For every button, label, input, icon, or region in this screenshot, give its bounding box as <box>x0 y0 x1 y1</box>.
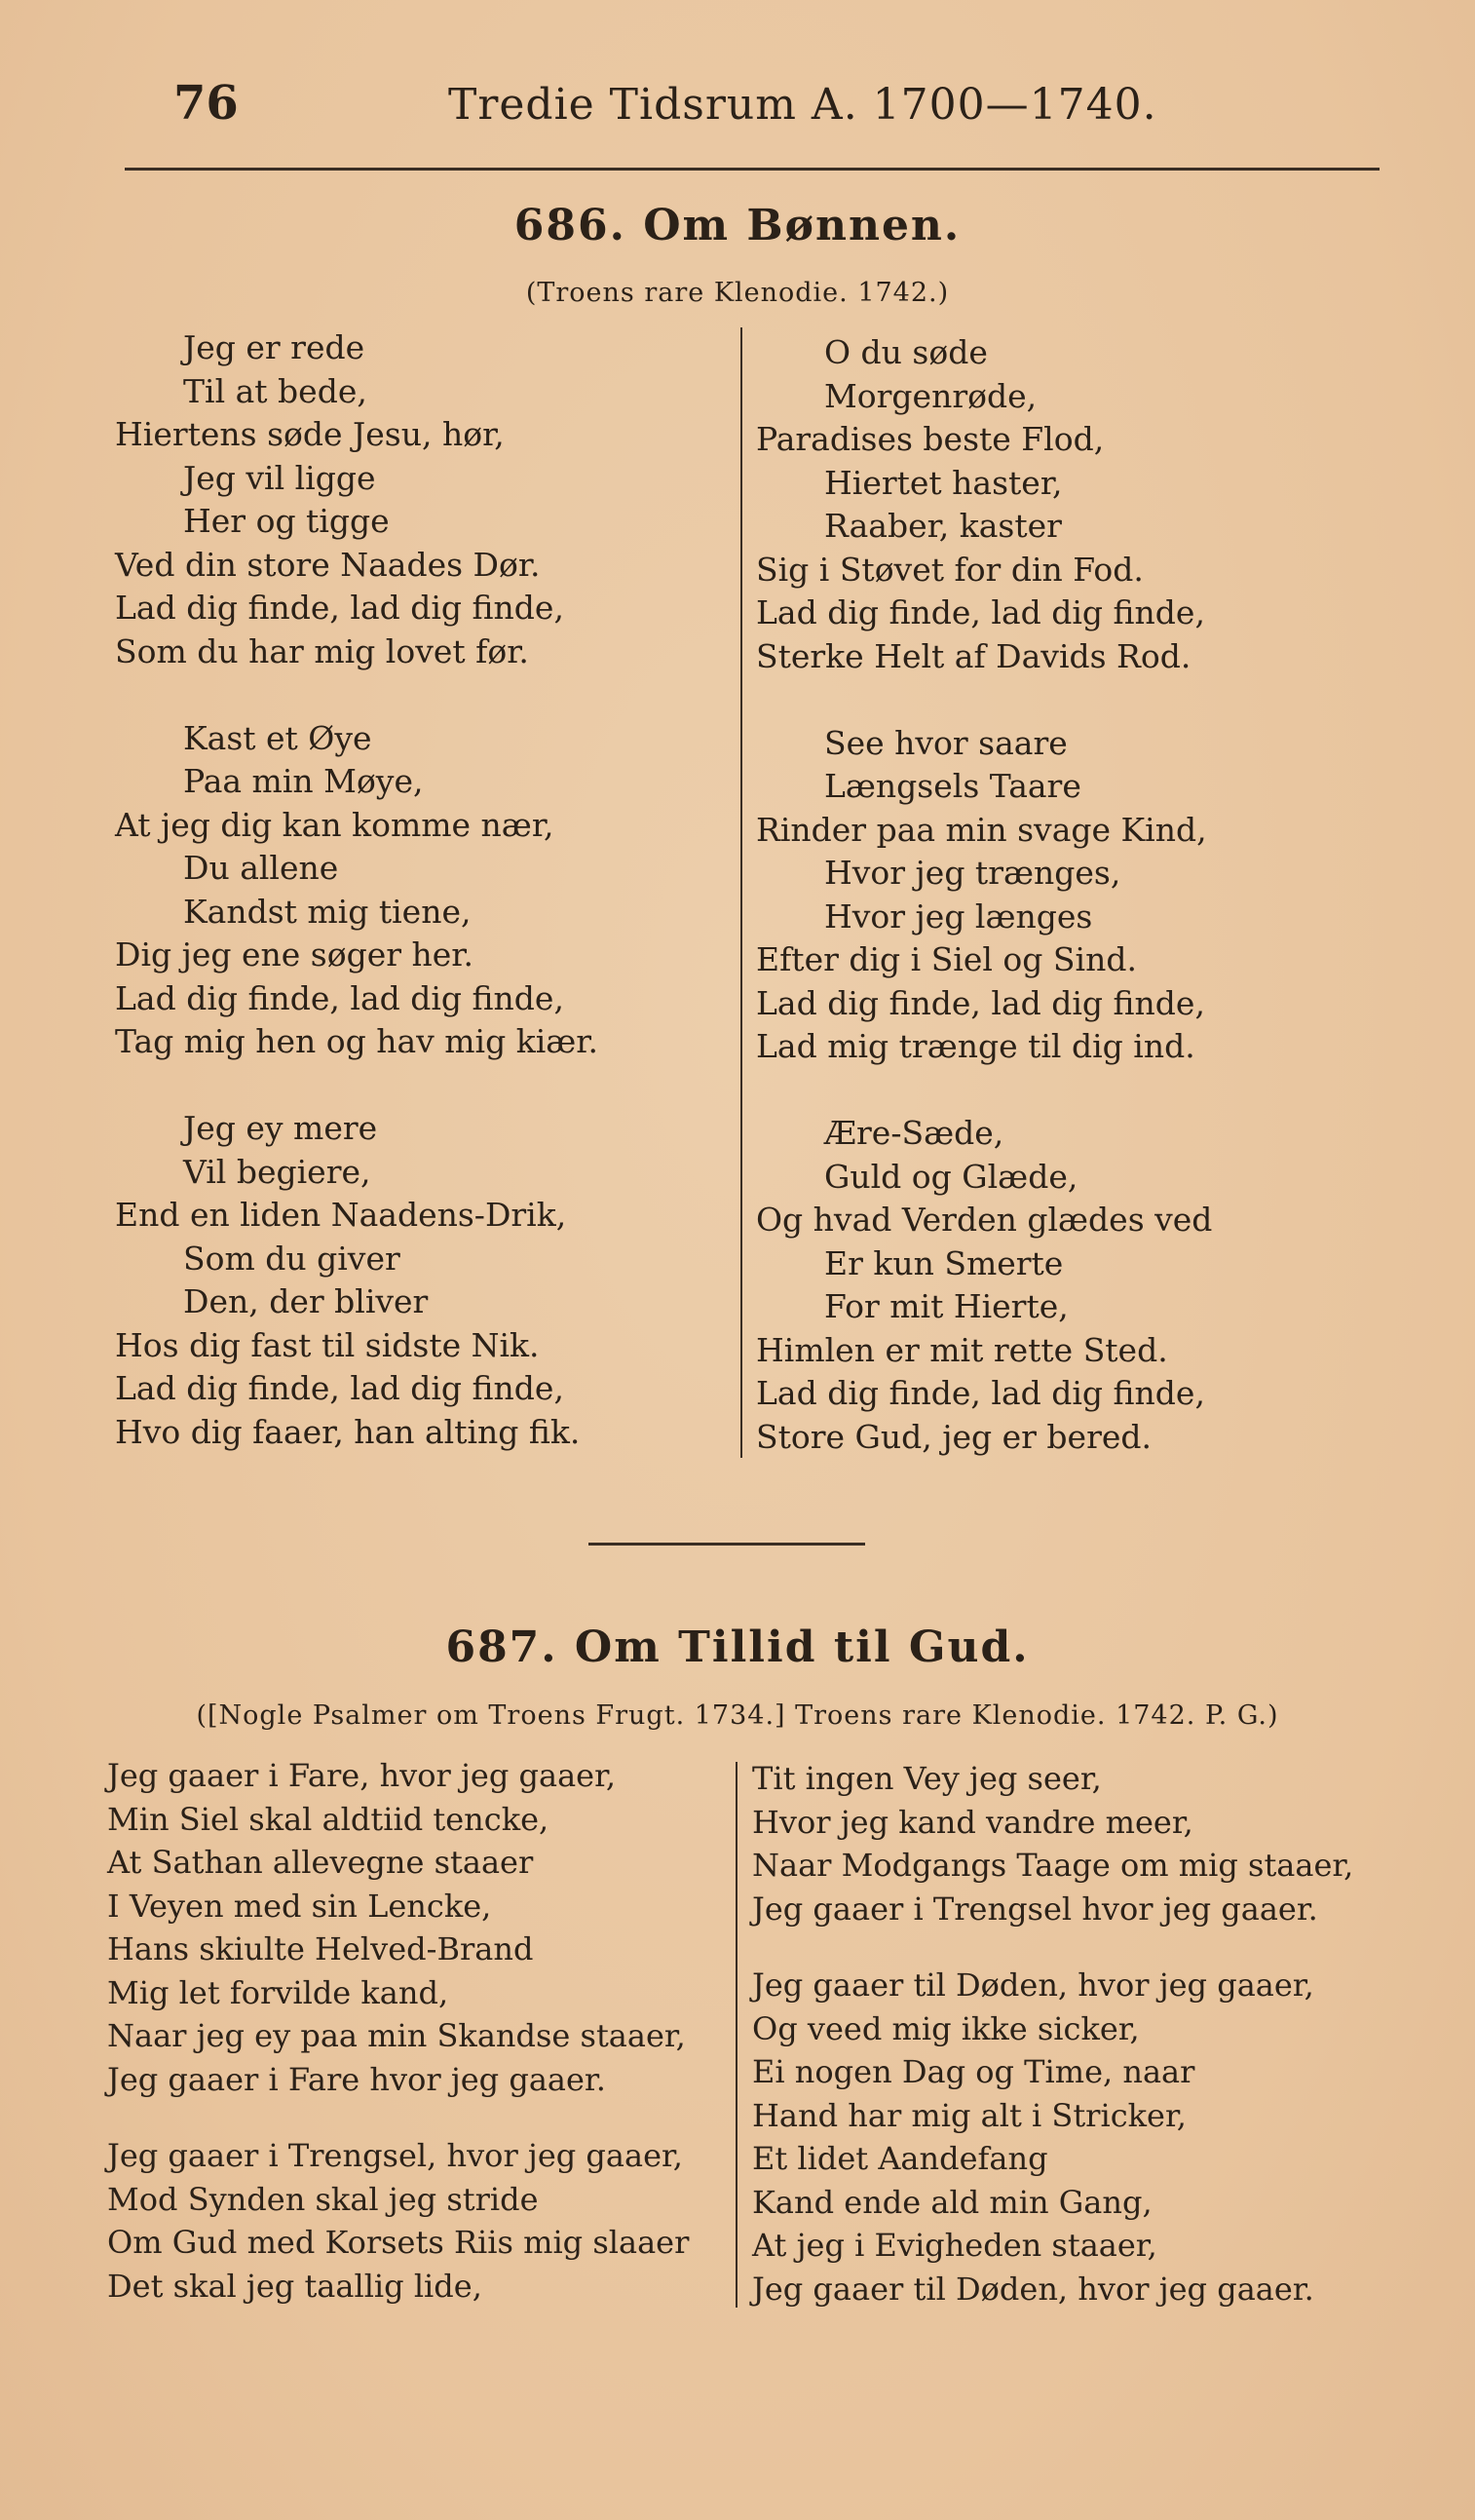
verse-line: Hans skiulte Helved-Brand <box>107 1930 534 1967</box>
verse-line: Paradises beste Flod, <box>756 420 1105 458</box>
verse-line: Hvor jeg længes <box>824 897 1093 935</box>
verse-line: Hiertet haster, <box>824 463 1063 502</box>
page-header <box>0 76 1475 134</box>
verse-line: Kandst mig tiene, <box>183 892 472 931</box>
verse-line: Sterke Helt af Davids Rod. <box>756 636 1191 675</box>
verse-line: Guld og Glæde, <box>824 1157 1078 1196</box>
verse-line: Lad mig trænge til dig ind. <box>756 1027 1195 1065</box>
section-divider <box>588 1543 865 1546</box>
verse-line: Mod Synden skal jeg stride <box>107 2180 539 2218</box>
verse-line: Paa min Møye, <box>183 762 424 800</box>
verse-line: End en liden Naadens-Drik, <box>115 1196 567 1234</box>
verse-line: Ei nogen Dag og Time, naar <box>752 2053 1195 2090</box>
verse-line: Til at bede, <box>183 371 367 410</box>
hymn-687-right-column <box>752 1757 1353 2310</box>
verse-line: Den, der bliver <box>183 1282 429 1320</box>
verse-line: Store Gud, jeg er bered. <box>756 1417 1152 1456</box>
stanza <box>756 1112 1212 1459</box>
verse-line: Vil begiere, <box>183 1152 371 1191</box>
verse-line: Raaber, kaster <box>824 507 1062 545</box>
stanza <box>107 1754 689 2101</box>
hymn-686-left-column <box>115 326 598 1454</box>
verse-line: Hiertens søde Jesu, hør, <box>115 415 505 453</box>
verse-line: Som du har mig lovet før. <box>115 631 529 670</box>
verse-line: Jeg gaaer til Døden, hvor jeg gaaer. <box>752 2270 1314 2308</box>
stanza <box>115 326 598 673</box>
verse-line: Jeg vil ligge <box>183 458 376 497</box>
verse-line: Er kun Smerte <box>824 1243 1064 1282</box>
verse-line: Efter dig i Siel og Sind. <box>756 940 1137 978</box>
verse-line: Rinder paa min svage Kind, <box>756 810 1207 849</box>
verse-line: At Sathan allevegne staaer <box>107 1844 534 1881</box>
verse-line: Lad dig finde, lad dig finde, <box>756 593 1205 631</box>
verse-line: Morgenrøde, <box>824 376 1038 415</box>
stanza <box>107 2134 689 2308</box>
verse-line: Lad dig finde, lad dig finde, <box>115 589 564 627</box>
verse-line: Hvor jeg kand vandre meer, <box>752 1803 1193 1841</box>
hymn-686-source: (Troens rare Klenodie. 1742.) <box>525 278 950 308</box>
verse-line: Lad dig finde, lad dig finde, <box>756 1374 1205 1412</box>
verse-line: At jeg dig kan komme nær, <box>115 805 554 844</box>
hymn-686-title: 686. Om Bønnen. <box>513 201 962 250</box>
page-number: 76 <box>173 76 239 131</box>
hymn-687-left-column <box>107 1754 689 2308</box>
stanza <box>752 1757 1353 1930</box>
verse-line: Længsels Taare <box>824 767 1081 805</box>
verse-line: Hvor jeg trænges, <box>824 854 1121 892</box>
verse-line: Himlen er mit rette Sted. <box>756 1330 1168 1369</box>
verse-line: See hvor saare <box>824 723 1068 762</box>
verse-line: Et lidet Aandefang <box>752 2140 1048 2177</box>
verse-line: Tag mig hen og hav mig kiær. <box>115 1022 598 1060</box>
verse-line: I Veyen med sin Lencke, <box>107 1887 492 1925</box>
verse-line: O du søde <box>824 333 988 371</box>
verse-line: Hos dig fast til sidste Nik. <box>115 1325 540 1364</box>
verse-line: Hvo dig faaer, han alting fik. <box>115 1412 581 1451</box>
verse-line: Hand har mig alt i Stricker, <box>752 2096 1187 2134</box>
verse-line: Jeg gaaer i Fare, hvor jeg gaaer, <box>107 1757 617 1794</box>
verse-line: Min Siel skal aldtiid tencke, <box>107 1800 549 1838</box>
verse-line: At jeg i Evigheden staaer, <box>752 2227 1157 2264</box>
verse-line: Naar jeg ey paa min Skandse staaer, <box>107 2017 686 2054</box>
verse-line: Jeg gaaer til Døden, hvor jeg gaaer, <box>752 1966 1314 2004</box>
stanza <box>115 717 598 1064</box>
verse-line: Kand ende ald min Gang, <box>752 2183 1153 2221</box>
stanza <box>752 1964 1353 2310</box>
hymn-687-title: 687. Om Tillid til Gud. <box>445 1623 1030 1672</box>
verse-line: Her og tigge <box>183 502 390 540</box>
header-rule <box>125 168 1380 171</box>
verse-line: Ved din store Naades Dør. <box>115 545 541 584</box>
verse-line: Det skal jeg taallig lide, <box>107 2267 482 2305</box>
verse-line: Jeg ey mere <box>183 1109 378 1147</box>
running-head: Tredie Tidsrum A. 1700—1740. <box>448 80 1157 130</box>
verse-line: Jeg gaaer i Trengsel, hvor jeg gaaer, <box>107 2137 683 2174</box>
verse-line: Du allene <box>183 849 339 887</box>
hymn-686-right-column <box>756 331 1212 1459</box>
verse-line: Om Gud med Korsets Riis mig slaaer <box>107 2224 690 2261</box>
verse-line: Lad dig finde, lad dig finde, <box>756 983 1205 1022</box>
verse-line: Naar Modgangs Taage om mig staaer, <box>752 1847 1354 1884</box>
column-divider <box>740 327 742 1458</box>
verse-line: Og veed mig ikke sicker, <box>752 2009 1140 2047</box>
verse-line: Og hvad Verden glædes ved <box>756 1201 1213 1239</box>
verse-line: Sig i Støvet for din Fod. <box>756 550 1144 589</box>
verse-line: Kast et Øye <box>183 718 372 757</box>
verse-line: Mig let forvilde kand, <box>107 1973 449 2011</box>
verse-line: Lad dig finde, lad dig finde, <box>115 978 564 1017</box>
verse-line: Jeg gaaer i Fare hvor jeg gaaer. <box>107 2060 606 2098</box>
verse-line: Tit ingen Vey jeg seer, <box>752 1760 1102 1797</box>
verse-line: Ære-Sæde, <box>824 1114 1004 1152</box>
verse-line: For mit Hierte, <box>824 1287 1069 1325</box>
verse-line: Dig jeg ene søger her. <box>115 935 473 974</box>
stanza <box>115 1107 598 1454</box>
column-divider <box>736 1762 738 2308</box>
stanza <box>756 331 1212 678</box>
stanza <box>756 722 1212 1069</box>
verse-line: Som du giver <box>183 1239 400 1278</box>
hymn-687-source: ([Nogle Psalmer om Troens Frugt. 1734.] Troens rare Klenodie. 1742. P. G.) <box>196 1700 1279 1731</box>
verse-line: Lad dig finde, lad dig finde, <box>115 1369 564 1407</box>
verse-line: Jeg gaaer i Trengsel hvor jeg gaaer. <box>752 1890 1318 1928</box>
verse-line: Jeg er rede <box>183 328 365 366</box>
